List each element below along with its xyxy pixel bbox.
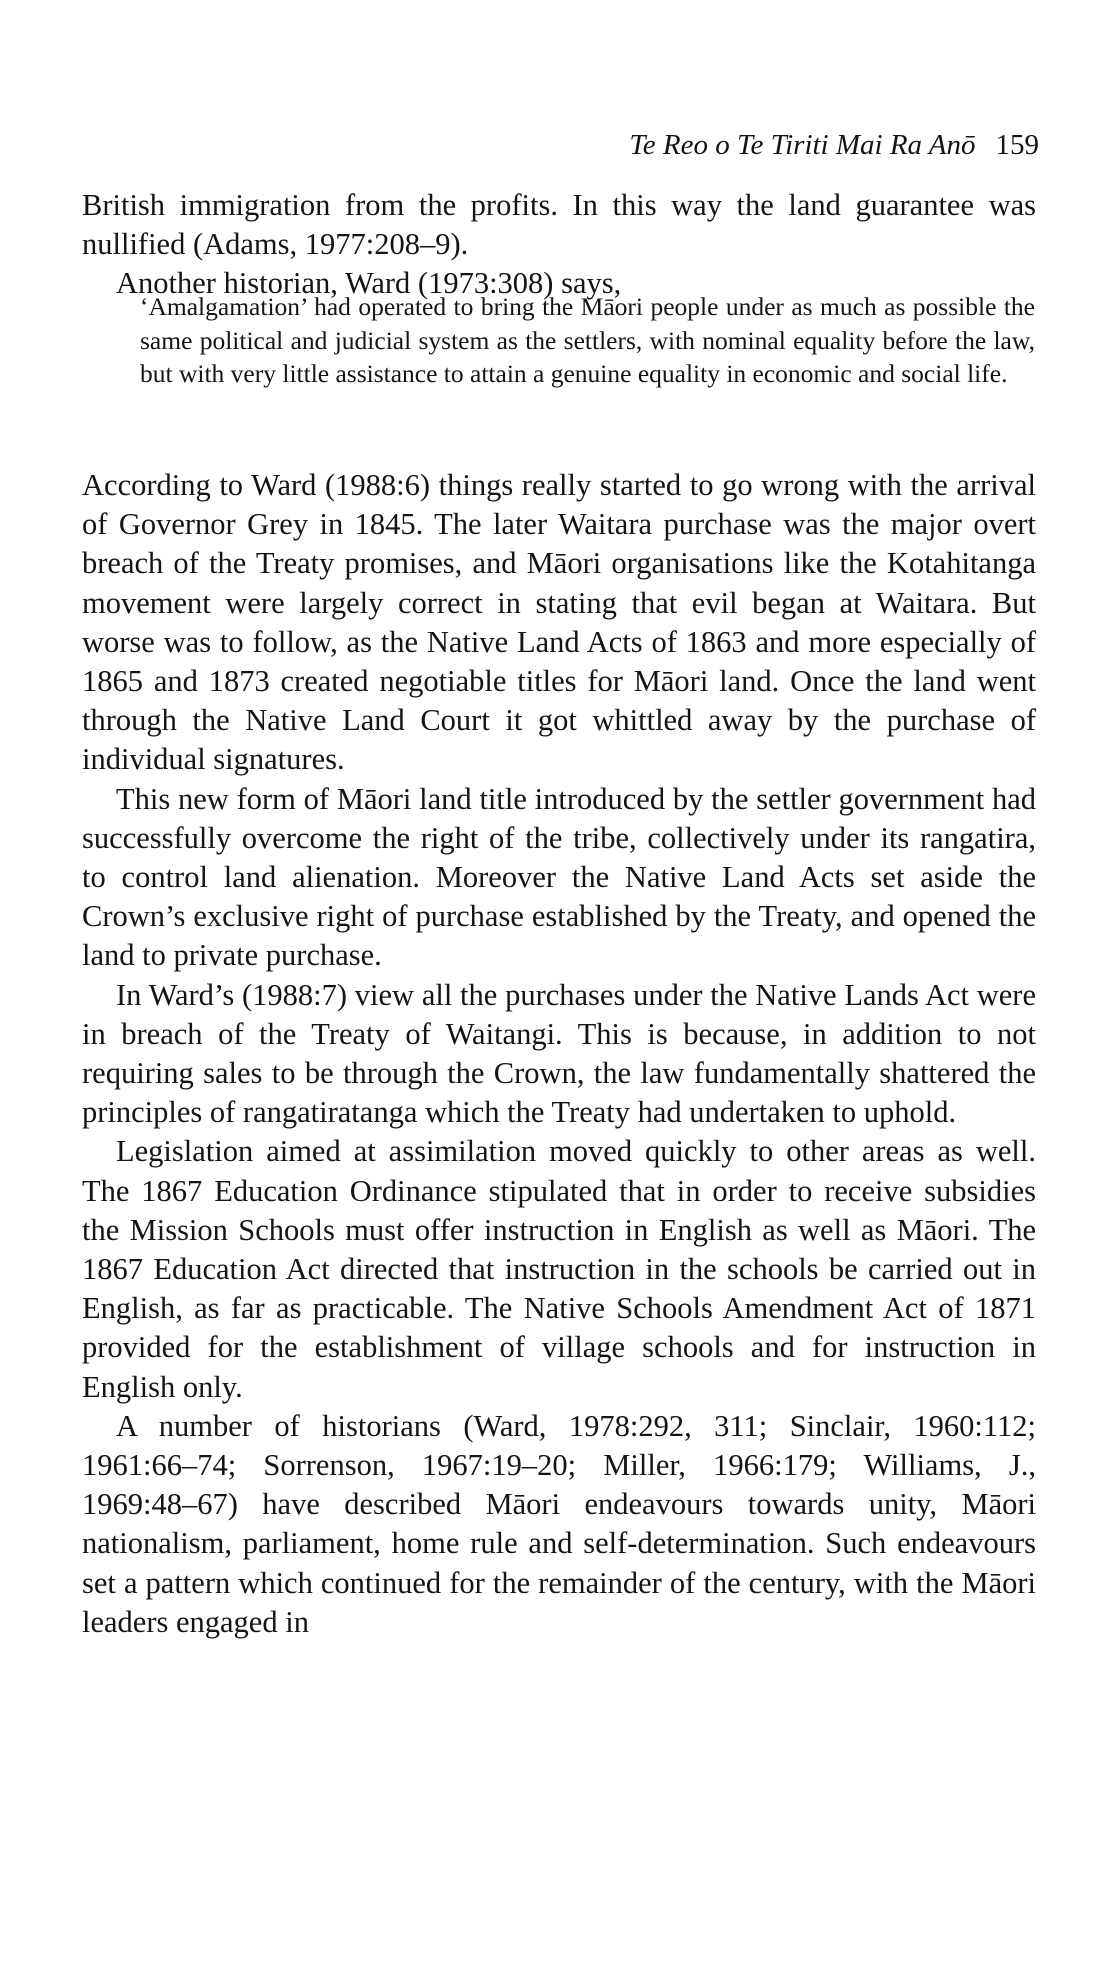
page-number: 159 <box>995 129 1039 161</box>
continued-paragraph: British immigration from the profits. In this way the land guarantee was nullified (Adams, 1977:208–9). <box>82 188 1036 262</box>
running-header <box>629 128 1039 162</box>
paragraph-ward-view: In Ward’s (1988:7) view all the purchases under the Native Lands Act were in breach of the Treaty of Waitangi. This is because, in addition to not requiring sales to be through the Crown, the law fundamentally shattered the principles of rangatiratanga which the Treaty had undertaken to uphold. <box>82 977 1036 1130</box>
running-title: Te Reo o Te Tiriti Mai Ra Anō <box>629 129 976 161</box>
paragraph-land-title: This new form of Māori land title introduced by the settler government had successfully overcome the right of the tribe, collectively under its rangatira, to control land alienation. Moreover the Native Land Acts set aside the Crown’s exclusive right of purchase established by the Treaty, and opened the land to private purchase. <box>82 781 1036 973</box>
paragraph-historians: A number of historians (Ward, 1978:292, 311; Sinclair, 1960:112; 1961:66–74; Sorrenson, 1967:19–20; Miller, 1966:179; Williams, J., 1969:48–67) have described Māori endeavours towards unity, Māori nationalism, parliament, home rule and self-determination. Such endeavours set a pattern which continued for the remainder of the century, with the Māori leaders engaged in <box>82 1408 1036 1639</box>
quote-intro-line: Another historian, Ward (1973:308) says, <box>116 266 622 301</box>
paragraph-legislation: Legislation aimed at assimilation moved quickly to other areas as well. The 1867 Education Ordinance stipulated that in order to receive subsidies the Mission Schools must offer instruction in English as well as Māori. The 1867 Education Act directed that instruction in the schools be carried out in English, as far as practicable. The Native Schools Amendment Act of 1871 provided for the establishment of village schools and for instruction in English only. <box>82 1134 1036 1404</box>
main-text-block <box>82 466 1036 1642</box>
block-quote <box>140 290 1035 391</box>
opening-text-block <box>82 186 1036 304</box>
block-quote-text: ‘Amalgamation’ had operated to bring the Māori people under as much as possible the same political and judicial system as the settlers, with nominal equality before the law, but with very little assistance to attain a genuine equality in economic and social life. <box>140 292 1035 388</box>
paragraph-ward-1988: According to Ward (1988:6) things really started to go wrong with the arrival of Governor Grey in 1845. The later Waitara purchase was the major overt breach of the Treaty promises, and Māori organisations like the Kotahitanga movement were largely correct in stating that evil began at Waitara. But worse was to follow, as the Native Land Acts of 1863 and more especially of 1865 and 1873 created negotiable titles for Māori land. Once the land went through the Native Land Court it got whittled away by the purchase of individual signatures. <box>82 468 1036 777</box>
